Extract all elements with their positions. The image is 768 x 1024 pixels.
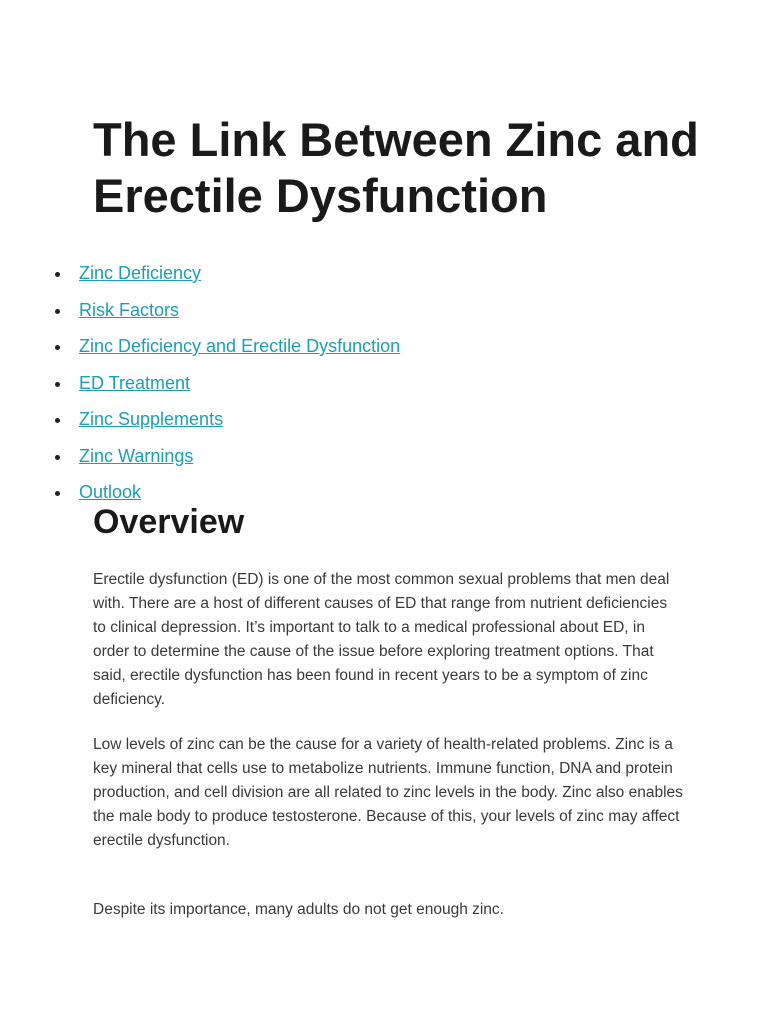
bullet-icon [55,455,60,460]
paragraph: Erectile dysfunction (ED) is one of the most common sexual problems that men deal with. There are a host of different causes of ED that range from nutrient deficiencies to clinical depression. It’s important to talk to a medical professional about ED, in order to determine the cause of the issue before exploring treatment options. That said, erectile dysfunction has been found in recent years to be a symptom of zinc deficiency. [93,571,670,708]
toc-link-zinc-warnings[interactable]: Zinc Warnings [79,445,194,466]
section-heading-overview: Overview [93,503,245,541]
paragraph: Despite its importance, many adults do not get enough zinc. [93,901,504,918]
toc-link-ed-treatment[interactable]: ED Treatment [79,372,191,393]
toc-link-outlook[interactable]: Outlook [79,482,142,502]
bullet-icon [55,491,60,496]
bullet-icon [55,382,60,387]
bullet-icon [55,418,60,423]
bullet-icon [55,345,60,350]
toc-item-risk-factors [0,293,768,330]
toc-item-zinc-deficiency-and-ed [0,329,768,366]
toc-link-risk-factors[interactable]: Risk Factors [79,299,180,320]
toc-link-zinc-deficiency[interactable]: Zinc Deficiency [79,263,202,283]
toc-item-zinc-warnings [0,439,768,476]
toc-item-zinc-deficiency [0,256,768,293]
toc-link-zinc-deficiency-and-ed[interactable]: Zinc Deficiency and Erectile Dysfunction [79,336,401,356]
toc-item-ed-treatment [0,366,768,403]
bullet-icon [55,272,60,277]
toc-link-zinc-supplements[interactable]: Zinc Supplements [79,409,224,429]
paragraph: Low levels of zinc can be the cause for a variety of health-related problems. Zinc is a key mineral that cells use to metabolize nutrients. Immune function, DNA and protein production, and cell division are all related to zinc levels in the body. Zinc also enables the male body to produce testosterone. Because of this, your levels of zinc may affect erectile dysfunction. [93,736,683,849]
page-title: The Link Between Zinc and Erectile Dysfunction [93,113,699,222]
toc-item-zinc-supplements [0,402,768,439]
bullet-icon [55,309,60,314]
table-of-contents [0,256,768,512]
